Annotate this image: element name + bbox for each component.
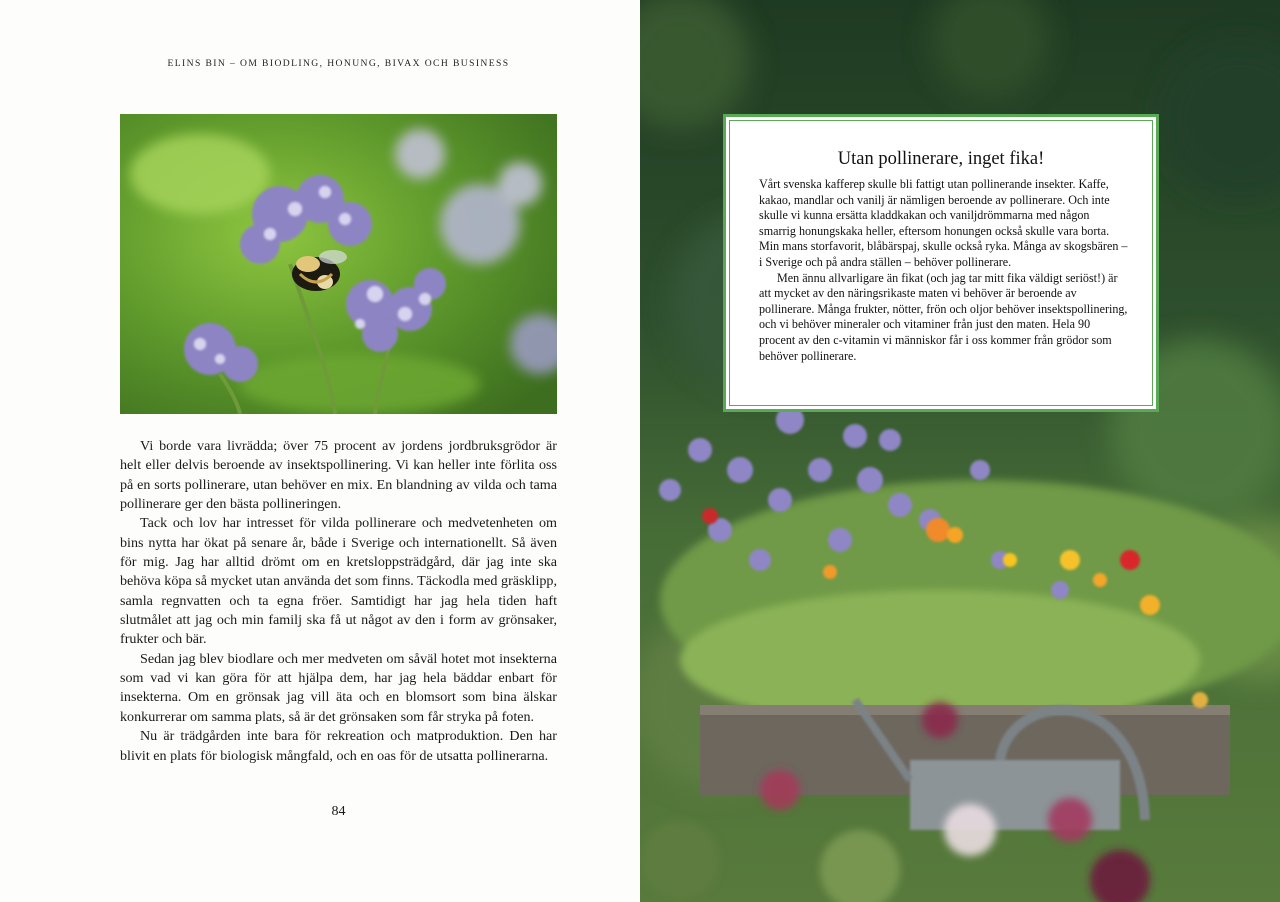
sidebar-paragraph: Men ännu allvarligare än fikat (och jag tar mitt fika väldigt seriöst!) är att mycket av den näringsrikaste maten vi behöver är beroende av pollinerare. Många frukter, nötter, frön och oljor behöver insektspollinering, och vi behöver mineraler och vitaminer från just den maten. Hela 90 procent av den c-vitamin vi människor får i oss kommer från grödor som behöver pollinerare.: [759, 270, 1128, 363]
paragraph: Vi borde vara livrädda; över 75 procent av jordens jordbruksgrödor är helt eller delvis beroende av insektspollinering. Vi kan heller inte förlita oss på en sorts pollinerare, utan behöver en mix. En blandning av vilda och tama pollinerare ger den bästa pollineringen.: [120, 438, 557, 513]
body-text: [120, 437, 557, 766]
right-page: [640, 0, 1280, 902]
sidebar-box: [723, 114, 1159, 412]
bee-on-phacelia-photo: [120, 114, 557, 414]
paragraph: Nu är trädgården inte bara för rekreation och matproduktion. Den har blivit en plats för biologisk mångfald, och en oas för de utsatta pollinerarna.: [120, 728, 557, 764]
paragraph: Tack och lov har intresset för vilda pollinerare och medvetenheten om bins nytta har ökat på senare år, både i Sverige och internationellt. Så även för mig. Jag har alltid drömt om en kretsloppsträdgård, där jag inte ska behöva köpa så mycket utan använda det som finns. Täckodla med gräsklipp, samla regnvatten och ta egna fröer. Samtidigt har jag hela tiden haft slutmålet att jag och min familj ska få ut något av den i form av grönsaker, frukter och bär.: [120, 515, 557, 648]
sidebar-text: [759, 177, 1129, 364]
sidebar-title: Utan pollinerare, inget fika!: [837, 149, 1045, 169]
sidebar-paragraph: Vårt svenska kafferep skulle bli fattigt utan pollinerande insekter. Kaffe, kakao, mandlar och vanilj är nämligen beroende av pollinerare. Och inte skulle vi kunna ersätta kladdkakan och vaniljdrömmarna med någon smarrig honungskaka heller, eftersom honungen också skulle vara borta. Min mans storfavorit, blåbärspaj, skulle också ryka. Många av skogsbären – i Sverige och på andra ställen – behöver pollinerare.: [759, 177, 1128, 269]
running-head: ELINS BIN – OM BIODLING, HONUNG, BIVAX OCH BUSINESS: [167, 58, 510, 69]
page-number: 84: [331, 804, 346, 819]
paragraph: Sedan jag blev biodlare och mer medveten om såväl hotet mot insekterna som vad vi kan göra för att hjälpa dem, har jag hela bäddar enbart för insekterna. Om en grönsak jag vill äta och en blomsort som bina älskar konkurrerar om samma plats, så är det grönsaken som får stryka på foten.: [120, 650, 557, 725]
